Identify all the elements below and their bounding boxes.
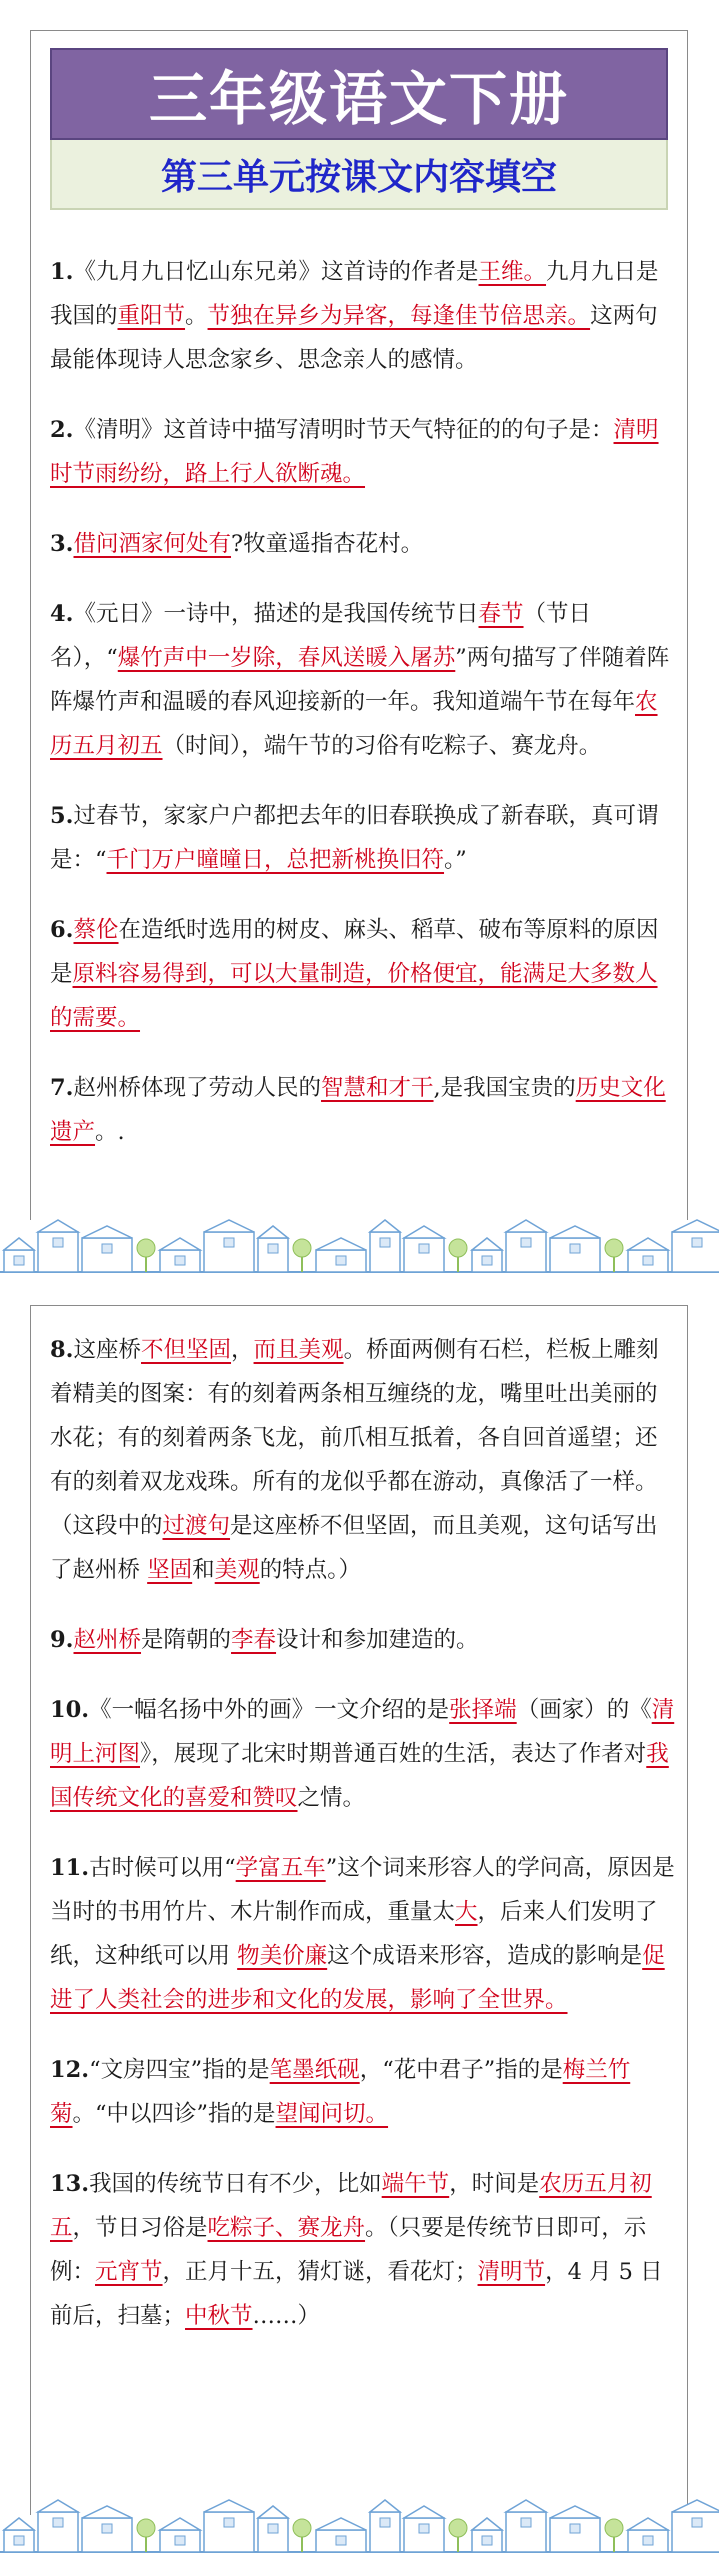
house-icon (672, 1220, 719, 1272)
question-text: 这座桥 (73, 1337, 142, 1363)
house-icon (204, 1220, 254, 1272)
tree-icon (293, 2519, 311, 2552)
house-icon (472, 1238, 502, 1272)
answer-text: 坚固 (147, 1557, 193, 1583)
tree-icon (605, 2519, 623, 2552)
question-text: ,是我国宝贵的 (433, 1075, 576, 1101)
question-item (50, 1066, 675, 1154)
answer-text: 原料容易得到，可以大量制造，价格便宜，能满足大多数人的需要。 (50, 961, 658, 1031)
house-icon (550, 2506, 600, 2552)
house-icon (160, 1238, 200, 1272)
question-number: 4. (50, 601, 74, 627)
question-item (50, 2162, 675, 2338)
question-text: ，节日习俗是 (72, 2215, 208, 2241)
answer-text: 赵州桥 (73, 1627, 142, 1653)
answer-text: 而且美观 (253, 1337, 344, 1363)
tree-icon (605, 1239, 623, 1272)
question-item (50, 1846, 675, 2022)
question-text: 赵州桥体现了劳动人民的 (73, 1075, 322, 1101)
question-text: 古时候可以用“ (89, 1855, 236, 1881)
answer-text: 智慧和才干 (321, 1075, 434, 1101)
house-icon (82, 2506, 132, 2552)
house-icon (628, 2518, 668, 2552)
question-number: 5. (50, 803, 74, 829)
question-text: 。” (444, 847, 467, 873)
answer-text: 吃粽子、赛龙舟 (207, 2215, 366, 2241)
answer-text: 春节 (478, 601, 524, 627)
question-text: 《清明》这首诗中描写清明时节天气特征的的句子是： (73, 417, 614, 443)
answer-text: 我国传统文化的喜爱和赞叹 (50, 1741, 669, 1811)
question-text: ，“花中君子”指的是 (359, 2057, 563, 2083)
answer-text: 望闻问切。 (275, 2101, 389, 2127)
answer-text: 李春 (231, 1627, 277, 1653)
house-icon (258, 1226, 288, 1272)
answer-text: 清明节 (477, 2259, 546, 2285)
question-text: （节日名），“ (50, 601, 592, 671)
question-item (50, 794, 675, 882)
question-number: 9. (50, 1627, 74, 1653)
question-text: 在造纸时选用的树皮、麻头、稻草、破布等原料的原因是 (50, 917, 659, 987)
question-number: 11. (50, 1855, 90, 1881)
answer-text: 重阳节 (117, 303, 186, 329)
answer-text: 清明上河图 (50, 1697, 675, 1767)
answer-text: 借问酒家何处有 (73, 531, 232, 557)
question-text: 》，展现了北宋时期普通百姓的生活，表达了作者对 (140, 1741, 647, 1767)
answer-text: 节独在异乡为异客，每逢佳节倍思亲。 (207, 303, 591, 329)
answer-text: 爆竹声中一岁除，春风送暖入屠苏 (117, 645, 456, 671)
question-text: 这个成语来形容，造成的影响是 (327, 1943, 643, 1969)
question-number: 10. (50, 1697, 90, 1723)
question-number: 13. (50, 2171, 90, 2197)
question-number: 7. (50, 1075, 74, 1101)
question-list-1 (50, 250, 675, 1180)
question-text: ， (231, 1337, 254, 1363)
answer-text: 笔墨纸砚 (269, 2057, 360, 2083)
question-text: 。“中以四诊”指的是 (72, 2101, 276, 2127)
question-number: 6. (50, 917, 74, 943)
house-icon (38, 2500, 78, 2552)
house-icon (160, 2518, 200, 2552)
question-number: 8. (50, 1337, 74, 1363)
question-text: ，4 月 5 日前后，扫墓； (50, 2259, 663, 2329)
town-border-decoration (0, 2490, 719, 2560)
question-text: ，后来人们发明了纸，这种纸可以用 (50, 1899, 658, 1969)
question-text: 我国的传统节日有不少，比如 (89, 2171, 382, 2197)
answer-text: 美观 (214, 1557, 260, 1583)
question-text: 设计和参加建造的。 (276, 1627, 479, 1653)
question-text: （时间），端午节的习俗有吃粽子、赛龙舟。 (162, 733, 602, 759)
question-item (50, 250, 675, 382)
question-text: 是隋朝的 (141, 1627, 232, 1653)
tree-icon (449, 1239, 467, 1272)
house-icon (4, 2518, 34, 2552)
question-text: ，正月十五，猜灯谜，看花灯； (162, 2259, 478, 2285)
question-item (50, 592, 675, 768)
question-text: ?牧童遥指杏花村。 (231, 531, 424, 557)
house-icon (4, 1238, 34, 1272)
question-text: ，时间是 (449, 2171, 540, 2197)
page-title: 三年级语文下册 (50, 48, 668, 140)
house-icon (370, 2500, 400, 2552)
question-text: 九月九日是我国的 (50, 259, 659, 329)
house-icon (316, 2518, 366, 2552)
house-icon (672, 2500, 719, 2552)
answer-text: 历史文化遗产 (50, 1075, 666, 1145)
question-text: 《九月九日忆山东兄弟》这首诗的作者是 (73, 259, 479, 285)
question-text: ”这个词来形容人的学问高，原因是当时的书用竹片、木片制作而成，重量太 (50, 1855, 675, 1925)
question-item (50, 522, 675, 566)
question-text: 。（只要是传统节日即可，示例： (50, 2215, 647, 2285)
answer-text: 端午节 (381, 2171, 450, 2197)
house-icon (38, 1220, 78, 1272)
question-item (50, 1688, 675, 1820)
house-icon (404, 2506, 444, 2552)
answer-text: 王维。 (478, 259, 547, 285)
page-subtitle: 第三单元按课文内容填空 (50, 140, 668, 210)
question-text: 和 (192, 1557, 215, 1583)
house-icon (82, 1226, 132, 1272)
question-text: 的特点。） (259, 1557, 361, 1583)
question-list-2 (50, 1328, 675, 2364)
answer-text: 清明时节雨纷纷，路上行人欲断魂。 (50, 417, 659, 487)
answer-text: 中秋节 (185, 2303, 253, 2329)
answer-text: 农历五月初五 (50, 2171, 652, 2241)
question-text: （画家）的《 (516, 1697, 652, 1723)
question-item (50, 1618, 675, 1662)
question-number: 12. (50, 2057, 90, 2083)
question-number: 1. (50, 259, 74, 285)
answer-text: 农历五月初五 (50, 689, 658, 759)
question-number: 3. (50, 531, 74, 557)
question-text: 。桥面两侧有石栏，栏板上雕刻着精美的图案：有的刻着两条相互缠绕的龙，嘴里吐出美丽的水花；有的刻着两条飞龙，前爪相互抵着，各自回首遥望；还有的刻着双龙戏珠。所有的龙似乎都在游动，真像活了一样。（这段中的 (50, 1337, 659, 1539)
question-text: 过春节，家家户户都把去年的旧春联换成了新春联，真可谓是：“ (50, 803, 659, 873)
house-icon (404, 1226, 444, 1272)
answer-text: 学富五车 (235, 1855, 326, 1881)
question-text: 之情。 (297, 1785, 366, 1811)
answer-text: 物美价廉 (237, 1943, 328, 1969)
question-item (50, 408, 675, 496)
answer-text: 张择端 (449, 1697, 517, 1723)
answer-text: 千门万户曈曈日，总把新桃换旧符 (106, 847, 445, 873)
tree-icon (293, 1239, 311, 1272)
question-text: 。. (95, 1119, 125, 1145)
town-border-decoration (0, 1210, 719, 1280)
question-text: ”两句描写了伴随着阵阵爆竹声和温暖的春风迎接新的一年。我知道端午节在每年 (50, 645, 670, 715)
answer-text: 蔡伦 (73, 917, 119, 943)
house-icon (472, 2518, 502, 2552)
question-text: 。 (185, 303, 208, 329)
question-number: 2. (50, 417, 74, 443)
answer-text: 元宵节 (95, 2259, 163, 2285)
question-text: 这两句最能体现诗人思念家乡、思念亲人的感情。 (50, 303, 658, 373)
question-text: 是这座桥不但坚固，而且美观，这句话写出了赵州桥 (50, 1513, 658, 1583)
house-icon (628, 1238, 668, 1272)
question-text: ……） (252, 2303, 321, 2329)
house-icon (506, 1220, 546, 1272)
question-text: 《元日》一诗中，描述的是我国传统节日 (73, 601, 479, 627)
answer-text: 大 (455, 1899, 478, 1925)
tree-icon (449, 2519, 467, 2552)
question-item (50, 908, 675, 1040)
house-icon (550, 1226, 600, 1272)
tree-icon (137, 1239, 155, 1272)
question-item (50, 2048, 675, 2136)
question-item (50, 1328, 675, 1592)
answer-text: 梅兰竹菊 (50, 2057, 631, 2127)
house-icon (506, 2500, 546, 2552)
house-icon (316, 1238, 366, 1272)
house-icon (258, 2506, 288, 2552)
tree-icon (137, 2519, 155, 2552)
house-icon (204, 2500, 254, 2552)
question-text: 《一幅名扬中外的画》一文介绍的是 (89, 1697, 450, 1723)
question-text: “文房四宝”指的是 (89, 2057, 270, 2083)
house-icon (370, 1220, 400, 1272)
answer-text: 促进了人类社会的进步和文化的发展，影响了全世界。 (50, 1943, 665, 2013)
answer-text: 过渡句 (162, 1513, 231, 1539)
answer-text: 不但坚固 (141, 1337, 232, 1363)
